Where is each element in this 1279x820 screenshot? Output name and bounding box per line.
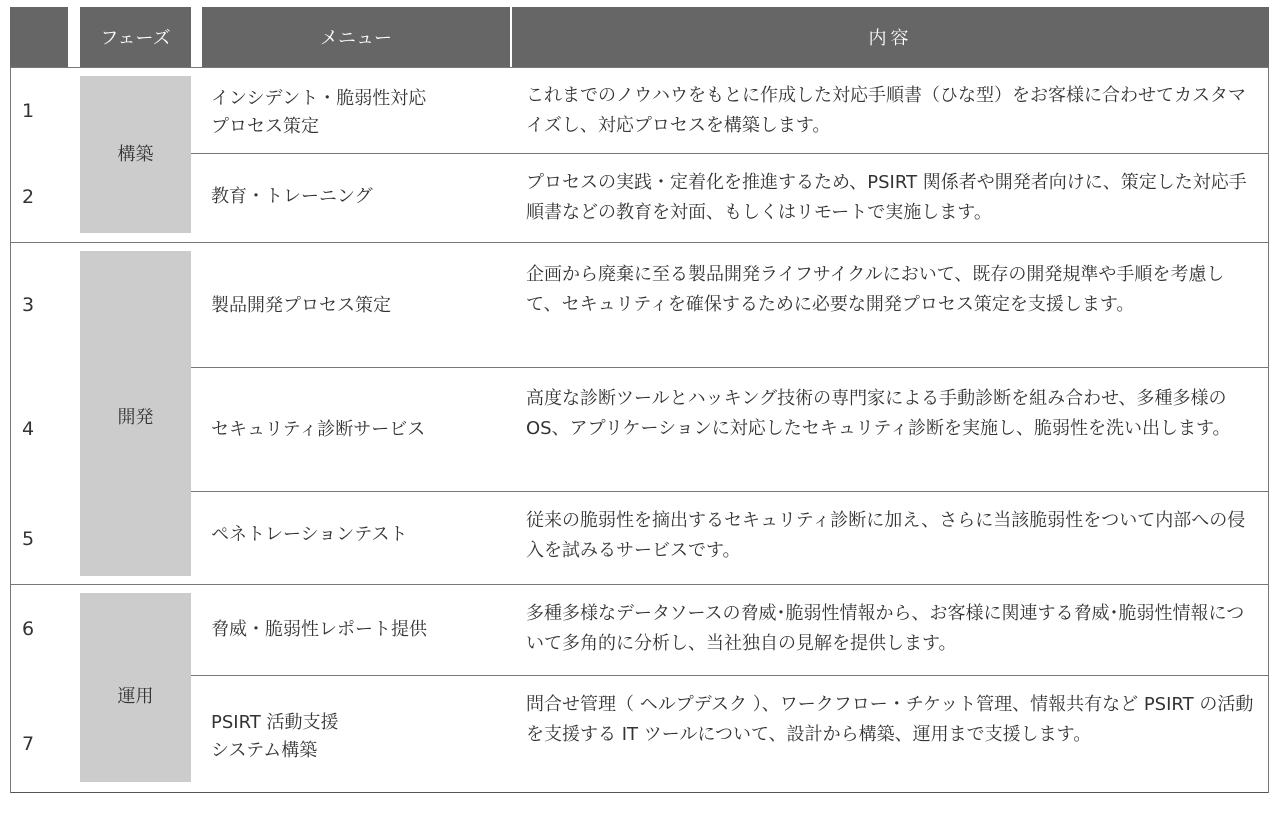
table-bottom-line	[10, 792, 1269, 793]
header-number-cell	[10, 7, 68, 67]
content-text: 高度な診断ツールとハッキング技術の専門家による手動診断を組み合わせ、多種多様の OS、アプリケーションに対応したセキュリティ診断を実施し、脆弱性を洗い出します。	[526, 388, 1231, 439]
menu-item: ペネトレーションテスト	[211, 524, 408, 545]
row-number: 4	[22, 418, 35, 440]
content-text: プロセスの実践・定着化を推進するため、PSIRT 関係者や開発者向けに、策定した対応手順書などの教育を対面、もしくはリモートで実施します。	[526, 172, 1247, 223]
phase-operate: 運用	[80, 593, 191, 782]
menu-item: 脅威・脆弱性レポート提供	[211, 619, 427, 640]
content-text: 多種多様なデータソースの脅威･脆弱性情報から、お客様に関連する脅威･脆弱性情報について多角的に分析し、当社独自の見解を提供します。	[526, 603, 1245, 654]
header-menu: メニュー	[202, 7, 510, 67]
table-left-border	[10, 67, 11, 793]
group-divider	[10, 584, 1269, 585]
row-number: 7	[22, 733, 35, 755]
menu-item: 製品開発プロセス策定	[211, 295, 391, 316]
header-phase: フェーズ	[80, 7, 191, 67]
header-bottom-line	[10, 67, 1269, 68]
row-divider	[191, 367, 1269, 368]
header-content: 内容	[512, 7, 1269, 67]
row-number: 5	[22, 528, 35, 550]
content-text: 企画から廃棄に至る製品開発ライフサイクルにおいて、既存の開発規準や手順を考慮して、セキュリティを確保するために必要な開発プロセス策定を支援します。	[526, 264, 1225, 315]
row-number: 2	[22, 186, 35, 208]
content-text: これまでのノウハウをもとに作成した対応手順書（ひな型）をお客様に合わせてカスタマイズし、対応プロセスを構築します。	[526, 85, 1246, 136]
table-right-border	[1268, 67, 1269, 793]
row-divider	[191, 491, 1269, 492]
menu-item: 教育・トレーニング	[211, 186, 373, 207]
phase-develop: 開発	[80, 251, 191, 576]
row-number: 1	[22, 100, 35, 122]
group-divider	[10, 242, 1269, 243]
row-divider	[191, 153, 1269, 154]
menu-item: インシデント・脆弱性対応 プロセス策定	[211, 88, 427, 137]
menu-item: セキュリティ診断サービス	[211, 419, 426, 440]
row-divider	[191, 675, 1269, 676]
phase-build: 構築	[80, 76, 191, 233]
content-text: 従来の脆弱性を摘出するセキュリティ診断に加え、さらに当該脆弱性をついて内部への侵入を試みるサービスです。	[526, 510, 1246, 561]
row-number: 6	[22, 618, 35, 640]
row-number: 3	[22, 294, 35, 316]
content-text: 問合せ管理（ ヘルプデスク ）、ワークフロー・チケット管理、情報共有など PSIRT の活動を支援する IT ツールについて、設計から構築、運用まで支援します。	[526, 694, 1254, 745]
menu-item: PSIRT 活動支援 システム構築	[211, 712, 339, 761]
